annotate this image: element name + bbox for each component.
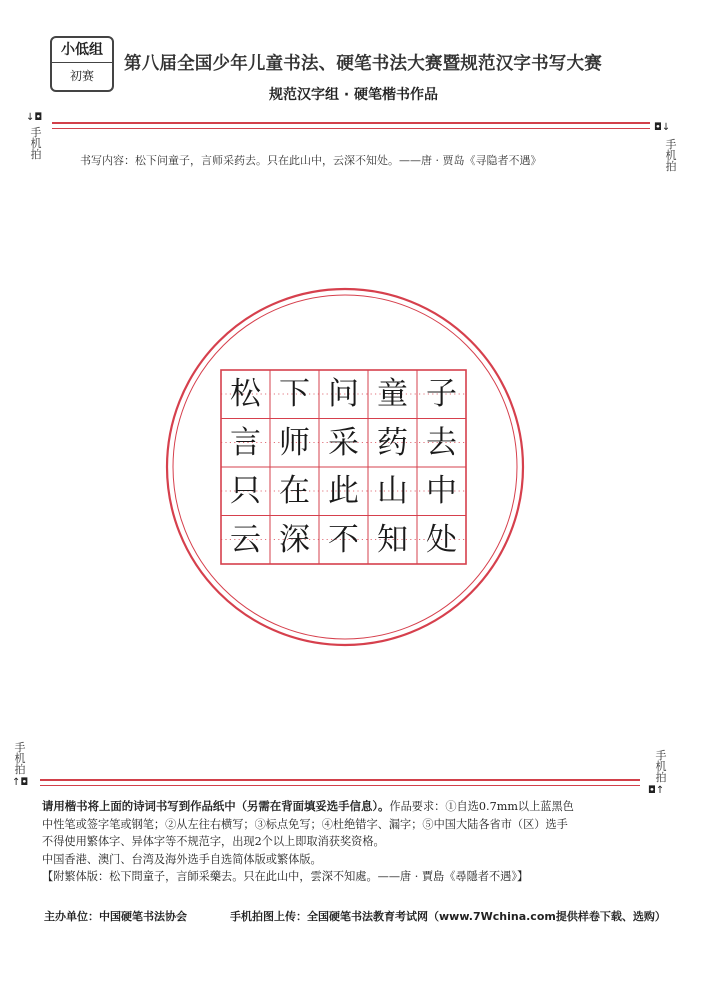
camera-down-icon: ◘↓ xyxy=(654,122,671,133)
grid-char: 中 xyxy=(426,473,457,509)
requirements-block xyxy=(42,798,668,886)
grid-char: 深 xyxy=(279,521,310,558)
grid-char: 不 xyxy=(328,521,359,558)
side-label-bottom-left: 手 机 拍 xyxy=(14,741,26,776)
grid-char: 师 xyxy=(279,424,310,461)
side-label-top-right: 手 机 拍 xyxy=(665,138,677,173)
camera-up-icon: ↑◘ xyxy=(12,777,29,788)
grid-char: 药 xyxy=(377,424,408,461)
badge-round-label: 初赛 xyxy=(69,69,94,83)
grid-char: 云 xyxy=(230,521,261,558)
bottom-rule-thin xyxy=(40,785,640,786)
requirements-line1: 作品要求：①自选0.7mm以上蓝黑色 xyxy=(389,800,574,813)
grid-char: 下 xyxy=(279,376,310,412)
organizer-label: 主办单位：中国硬笔书法协会 xyxy=(44,910,187,923)
requirements-lead: 请用楷书将上面的诗词书写到作品纸中（另需在背面填妥选手信息）。 xyxy=(42,799,390,813)
grid-char: 山 xyxy=(377,473,408,509)
camera-down-icon: ↓◘ xyxy=(26,112,43,123)
grid-char: 处 xyxy=(426,521,457,558)
requirements-line2: 中性笔或签字笔或钢笔；②从左往右横写；③标点免写；④杜绝错字、漏字；⑤中国大陆各省市（区）选手 xyxy=(42,817,568,831)
grid-char: 只 xyxy=(230,473,261,509)
grid-char: 知 xyxy=(377,521,408,558)
page-subtitle: 规范汉字组 · 硬笔楷书作品 xyxy=(268,87,439,103)
badge-group-label: 小低组 xyxy=(52,38,112,63)
grid-char: 子 xyxy=(426,376,457,412)
grid-char: 松 xyxy=(230,376,261,412)
page-title: 第八届全国少年儿童书法、硬笔书法大赛暨规范汉字书写大赛 xyxy=(124,54,602,74)
grid-char: 在 xyxy=(279,473,310,509)
bottom-rule xyxy=(40,779,640,781)
requirements-line3: 不得使用繁体字、异体字等不规范字，出现2个以上即取消获奖资格。 xyxy=(42,835,385,848)
requirements-line4: 中国香港、澳门、台湾及海外选手自选简体版或繁体版。 xyxy=(42,852,322,866)
grid-char: 此 xyxy=(328,473,359,509)
grid-char: 采 xyxy=(328,424,359,461)
writing-content: 书写内容：松下问童子，言师采药去。只在此山中，云深不知处。——唐 · 贾岛《寻隐者不遇》 xyxy=(80,154,542,167)
grid-char: 问 xyxy=(328,376,359,412)
camera-up-icon: ◘↑ xyxy=(648,785,665,796)
side-label-bottom-right: 手 机 拍 xyxy=(655,749,667,784)
traditional-version: 【附繁体版：松下問童子，言師采藥去。只在此山中，雲深不知處。——唐 · 賈島《尋隱者不遇》】 xyxy=(42,870,529,883)
grid-char: 言 xyxy=(230,424,261,461)
grid-char: 去 xyxy=(426,424,457,461)
grid-char: 童 xyxy=(377,376,408,412)
side-label-top-left: 手 机 拍 xyxy=(30,126,42,161)
upload-info: 手机拍图上传：全国硬笔书法教育考试网（www.7Wchina.com提供样卷下载、选购） xyxy=(230,910,666,923)
